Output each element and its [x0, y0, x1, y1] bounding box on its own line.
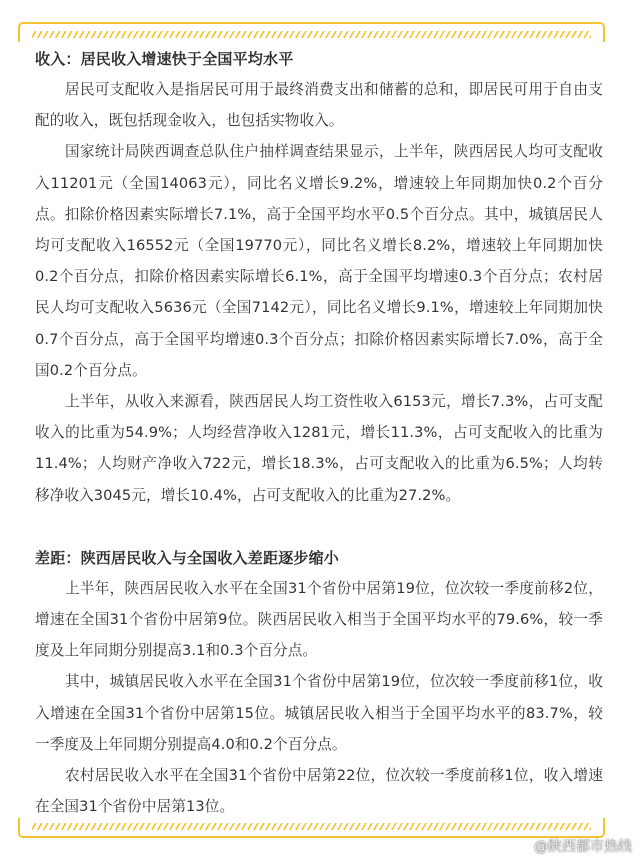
section-income [35, 44, 603, 511]
weibo-icon [506, 837, 528, 855]
paragraph: 其中，城镇居民收入水平在全国31个省份中居第19位，位次较一季度前移1位，收入增速在全国31个省份中居第15位。城镇居民收入相当于全国平均水平的83.7%，较一季度及上年同期分别提高4.0和0.2个百分点。 [35, 673, 603, 753]
paragraph: 上半年，陕西居民收入水平在全国31个省份中居第19位，位次较一季度前移2位，增速在全国31个省份中居第9位。陕西居民收入相当于全国平均水平的79.6%，较一季度及上年同期分别提高3.1和0.3个百分点。 [35, 579, 603, 660]
paragraph: 农村居民收入水平在全国31个省份中居第22位，位次较一季度前移1位，收入增速在全国31个省份中居第13位。 [35, 767, 603, 816]
section-gap-analysis [35, 543, 603, 823]
section-heading: 收入：居民收入增速快于全国平均水平 [35, 50, 294, 68]
paragraph: 居民可支配收入是指居民可用于最终消费支出和储蓄的总和，即居民可用于自由支配的收入，既包括现金收入，也包括实物收入。 [35, 81, 603, 130]
weibo-watermark [506, 836, 632, 856]
paragraph: 上半年，从收入来源看，陕西居民人均工资性收入6153元，增长7.3%，占可支配收入的比重为54.9%；人均经营净收入1281元，增长11.3%，占可支配收入的比重为11.4%；人均财产净收入722元，增长18.3%，占可支配收入的比重为6.5%；人均转移净收入3045元，增长10.4%，占可支配收入的比重为27.2%。 [35, 393, 603, 504]
decorative-stripes-bottom [32, 823, 591, 830]
decorative-stripes-top [32, 31, 591, 38]
section-heading: 差距：陕西居民收入与全国收入差距逐步缩小 [35, 548, 340, 567]
article-content [35, 44, 603, 822]
paragraph: 国家统计局陕西调查总队住户抽样调查结果显示，上半年，陕西居民人均可支配收入11201元（全国14063元），同比名义增长9.2%，增速较上年同期加快0.2个百分点。扣除价格因素实际增长7.1%，高于全国平均水平0.5个百分点。其中，城镇居民人均可支配收入16552元（全国19770元），同比名义增长8.2%，增速较上年同期加快0.2个百分点，扣除价格因素实际增长6.1%，高于全国平均增速0.3个百分点；农村居民人均可支配收入5636元（全国7142元），同比名义增长9.1%，增速较上年同期加快0.7个百分点，高于全国平均增速0.3个百分点；扣除价格因素实际增长7.0%，高于全国0.2个百分点。 [35, 143, 603, 379]
watermark-text: @陕西都市热线 [534, 839, 632, 855]
section-spacer [35, 511, 603, 543]
